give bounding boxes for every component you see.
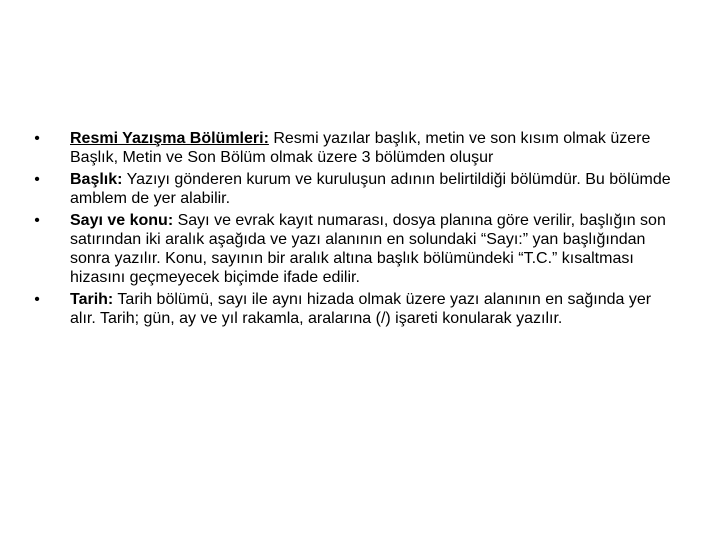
bullet-dot-icon: •: [34, 291, 40, 308]
bullet-text: Tarih bölümü, sayı ile aynı hizada olmak üzere yazı alanının en sağında yer alır. Tarih; gün, ay ve yıl rakamla, aralarına (/) işareti konularak yazılır.: [70, 291, 652, 327]
bullet-dot-icon: •: [34, 212, 40, 229]
bullet-item-tarih: [30, 290, 680, 328]
bullet-dot-icon: •: [34, 171, 40, 188]
bullet-dot-icon: •: [34, 130, 40, 147]
bullet-list: [30, 129, 680, 331]
bullet-item-resmi-yazisma: [30, 129, 680, 167]
bullet-item-baslik: [30, 170, 680, 208]
bullet-title: Resmi Yazışma Bölümleri:: [70, 130, 269, 147]
bullet-text: Yazıyı gönderen kurum ve kuruluşun adının belirtildiği bölümdür. Bu bölümde amblem de yer alabilir.: [70, 171, 671, 207]
bullet-text: Resmi yazılar başlık, metin ve son kısım olmak üzere Başlık, Metin ve Son Bölüm olmak üzere 3 bölümden oluşur: [70, 130, 651, 166]
bullet-title: Başlık:: [70, 171, 123, 188]
bullet-title: Tarih:: [70, 291, 114, 308]
bullet-text: Sayı ve evrak kayıt numarası, dosya planına göre verilir, başlığın son satırından iki aralık aşağıda ve yazı alanının en solundaki “Sayı:” yan başlığından sonra yazılır. Konu, sayının bir aralık altına başlık bölümündeki “T.C.” kısaltması hizasını geçmeyecek biçimde ifade edilir.: [70, 212, 666, 286]
bullet-title: Sayı ve konu:: [70, 212, 174, 229]
bullet-item-sayi-konu: [30, 211, 680, 287]
